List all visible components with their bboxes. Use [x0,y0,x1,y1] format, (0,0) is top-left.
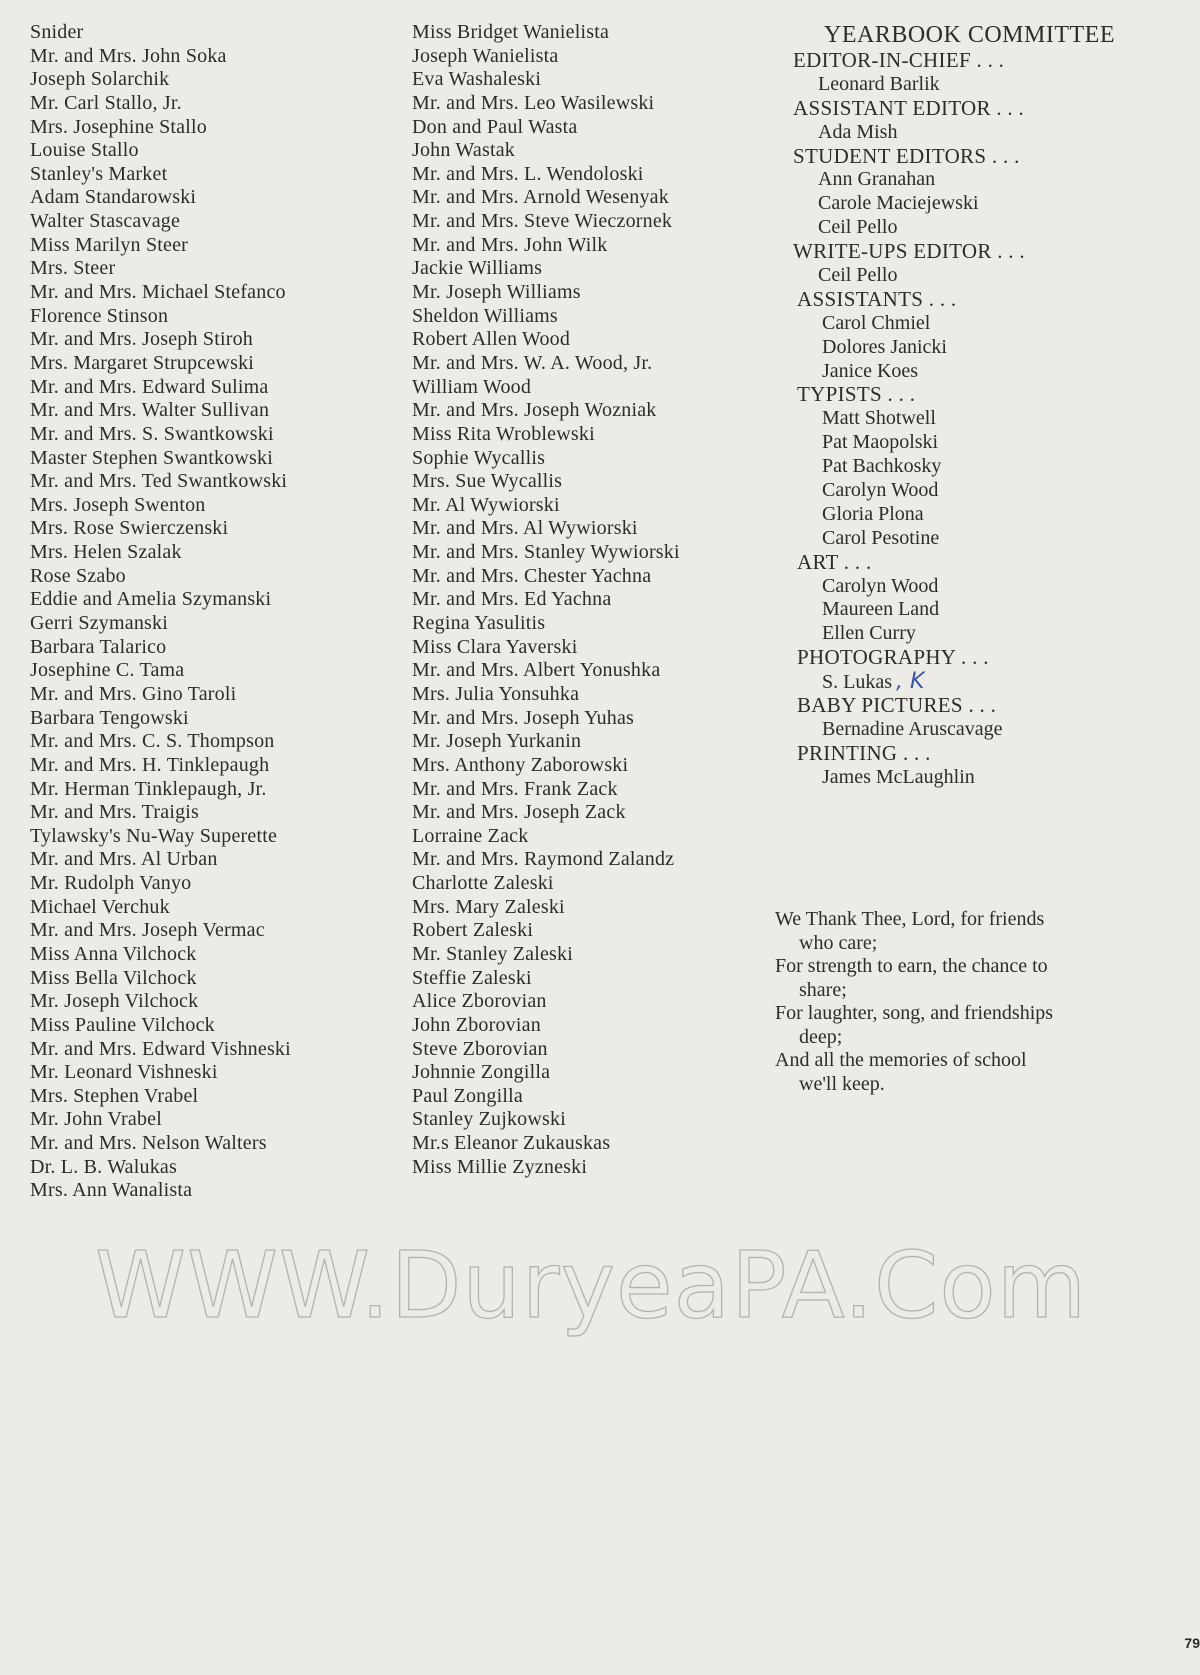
patron-name: Mr. and Mrs. Al Wywiorski [412,517,638,540]
patron-name: Mr. and Mrs. Joseph Zack [412,801,626,824]
committee-member: Bernadine Aruscavage [822,717,1003,740]
patron-name: Miss Marilyn Steer [30,233,189,256]
committee-member: Ada Mish [818,120,898,143]
committee-member: Ceil Pello [818,264,898,287]
patron-name: Mr. and Mrs. W. A. Wood, Jr. [412,351,653,374]
poem-line-continuation: we'll keep. [799,1072,885,1095]
patron-name: Mr. Carl Stallo, Jr. [30,91,182,114]
closing-poem [775,908,1137,1096]
patron-name: Michael Verchuk [30,895,170,918]
patron-name: Mrs. Stephen Vrabel [30,1084,199,1107]
patron-name: Dr. L. B. Walukas [30,1155,177,1178]
patron-name: Steve Zborovian [412,1037,548,1060]
section-title-editor-in-chief: EDITOR-IN-CHIEF . . . [793,48,1005,72]
patron-name: Stanley Zujkowski [412,1108,566,1131]
patron-name: John Zborovian [412,1013,541,1036]
patron-name: Mr. and Mrs. L. Wendoloski [412,162,644,185]
committee-member: Ceil Pello [818,216,898,239]
committee-member: James McLaughlin [822,765,975,788]
patron-name: William Wood [412,375,532,398]
committee-member: Matt Shotwell [822,407,936,430]
patron-name: Mr. and Mrs. H. Tinklepaugh [30,753,270,776]
committee-member: Carolyn Wood [822,479,939,502]
patron-name: Sophie Wycallis [412,446,546,469]
section-title-write-ups-editor: WRITE-UPS EDITOR . . . [793,239,1025,264]
patron-name: Miss Rita Wroblewski [412,422,595,445]
patron-name: Mrs. Joseph Swenton [30,493,206,516]
patron-name: Mr.s Eleanor Zukauskas [412,1132,611,1155]
patron-name: Mr. and Mrs. Albert Yonushka [412,659,661,682]
patron-name: Mrs. Steer [30,257,116,280]
patron-name: Eddie and Amelia Szymanski [30,588,272,611]
section-title-assistants: ASSISTANTS . . . [797,286,957,311]
patron-name: Miss Millie Zyzneski [412,1155,588,1178]
patron-name: Walter Stascavage [30,210,181,233]
patron-name: John Wastak [412,139,515,162]
patron-name: Barbara Talarico [30,635,167,658]
committee-member: S. Lukas [822,671,892,694]
yearbook-committee [793,21,1173,790]
patron-name: Mr. Herman Tinklepaugh, Jr. [30,777,267,800]
patron-name: Alice Zborovian [412,990,547,1013]
committee-title: YEARBOOK COMMITTEE [824,22,1115,48]
poem-line-text: And all the memories of school [775,1049,1027,1071]
patron-name: Snider [30,21,84,43]
poem-line [775,908,1137,955]
committee-member: Carole Maciejewski [818,192,979,215]
patron-name: Joseph Wanielista [412,44,559,67]
committee-member: Pat Maopolski [822,431,939,454]
patron-list-column-2 [412,21,782,1179]
patron-name: Don and Paul Wasta [412,115,578,138]
patron-name: Mrs. Sue Wycallis [412,470,563,493]
committee-member: Ann Granahan [818,168,936,191]
committee-member: Maureen Land [822,598,940,621]
poem-line-continuation: deep; [799,1025,843,1048]
committee-member: Janice Koes [822,359,919,382]
patron-name: Mr. and Mrs. Traigis [30,801,200,824]
committee-member: Dolores Janicki [822,335,947,358]
patron-name: Mrs. Mary Zaleski [412,895,565,918]
section-title-art: ART . . . [797,549,872,574]
patron-name: Mr. and Mrs. Joseph Yuhas [412,706,635,729]
patron-name: Mr. and Mrs. C. S. Thompson [30,730,275,753]
section-title-student-editors: STUDENT EDITORS . . . [793,143,1020,168]
patron-name: Mrs. Ann Wanalista [30,1179,193,1202]
patron-name: Mr. and Mrs. John Soka [30,44,227,67]
patron-name: Mr. and Mrs. Joseph Vermac [30,919,265,942]
patron-name: Mr. and Mrs. Chester Yachna [412,564,652,587]
patron-name: Mr. Al Wywiorski [412,493,560,516]
committee-member: Carol Pesotine [822,526,940,549]
patron-name: Josephine C. Tama [30,659,185,682]
poem-line-text: We Thank Thee, Lord, for friends [775,908,1045,930]
poem-line [775,1049,1137,1096]
patron-name: Charlotte Zaleski [412,872,554,895]
section-title-assistant-editor: ASSISTANT EDITOR . . . [793,95,1025,120]
patron-name: Barbara Tengowski [30,706,189,729]
patron-name: Mr. Joseph Yurkanin [412,730,582,753]
patron-name: Mrs. Rose Swierczenski [30,517,229,540]
poem-line-continuation: share; [799,978,847,1001]
section-title-photography: PHOTOGRAPHY . . . [797,645,989,670]
page-number: 79 [1184,1635,1200,1651]
patron-name: Mr. and Mrs. Steve Wieczornek [412,210,673,233]
patron-name: Mr. and Mrs. Ted Swantkowski [30,470,288,493]
patron-name: Mr. and Mrs. Raymond Zalandz [412,848,675,871]
patron-name: Mr. and Mrs. Joseph Wozniak [412,399,657,422]
patron-name: Mr. John Vrabel [30,1108,162,1131]
patron-name: Jackie Williams [412,257,543,280]
patron-name: Mr. Stanley Zaleski [412,942,573,965]
patron-list-column-1 [30,21,410,1203]
patron-name: Mr. and Mrs. Edward Vishneski [30,1037,291,1060]
patron-name: Mr. and Mrs. Edward Sulima [30,375,269,398]
patron-name: Master Stephen Swantkowski [30,446,273,469]
patron-name: Mr. and Mrs. Nelson Walters [30,1132,267,1155]
patron-name: Miss Bella Vilchock [30,966,197,989]
patron-name: Mr. Rudolph Vanyo [30,872,192,895]
patron-name: Mr. and Mrs. John Wilk [412,233,608,256]
patron-name: Sheldon Williams [412,304,558,327]
patron-name: Mrs. Julia Yonsuhka [412,682,580,705]
patron-name: Eva Washaleski [412,68,542,91]
patron-name: Mr. Leonard Vishneski [30,1061,218,1084]
section-title-printing: PRINTING . . . [797,740,931,765]
patron-name: Stanley's Market [30,162,168,185]
patron-name: Robert Zaleski [412,919,534,942]
committee-member: Pat Bachkosky [822,455,942,478]
section-title-typists: TYPISTS . . . [797,382,916,407]
patron-name: Steffie Zaleski [412,966,532,989]
patron-name: Miss Bridget Wanielista [412,21,610,43]
patron-name: Mr. and Mrs. Gino Taroli [30,682,237,705]
poem-line-continuation: who care; [799,931,878,954]
patron-name: Louise Stallo [30,139,139,162]
patron-name: Florence Stinson [30,304,169,327]
committee-member: Carol Chmiel [822,311,931,334]
poem-line-text: For laughter, song, and friendships [775,1002,1054,1024]
patron-name: Mr. and Mrs. Stanley Wywiorski [412,541,680,564]
patron-name: Miss Clara Yaverski [412,635,578,658]
poem-line-text: For strength to earn, the chance to [775,955,1048,977]
patron-name: Mr. and Mrs. Leo Wasilewski [412,91,655,114]
patron-name: Mrs. Josephine Stallo [30,115,207,138]
patron-name: Rose Szabo [30,564,126,587]
patron-name: Mrs. Helen Szalak [30,541,182,564]
section-title-baby-pictures: BABY PICTURES . . . [797,693,997,718]
patron-name: Mr. and Mrs. Arnold Wesenyak [412,186,669,209]
patron-name: Johnnie Zongilla [412,1061,551,1084]
poem-line [775,1002,1137,1049]
patron-name: Lorraine Zack [412,824,529,847]
patron-name: Mrs. Anthony Zaborowski [412,753,629,776]
patron-name: Paul Zongilla [412,1084,523,1107]
patron-name: Joseph Solarchik [30,68,170,91]
committee-member: Carolyn Wood [822,574,939,597]
committee-member: Ellen Curry [822,622,916,645]
patron-name: Gerri Szymanski [30,612,168,635]
patron-name: Mr. and Mrs. Al Urban [30,848,218,871]
patron-name: Robert Allen Wood [412,328,571,351]
watermark: WWW.DuryeaPA.Com [95,1232,1088,1339]
handwritten-annotation: , K [896,669,925,695]
patron-name: Mr. and Mrs. Walter Sullivan [30,399,270,422]
poem-line [775,955,1137,1002]
patron-name: Tylawsky's Nu-Way Superette [30,824,278,847]
patron-name: Mr. and Mrs. Ed Yachna [412,588,612,611]
patron-name: Regina Yasulitis [412,612,546,635]
patron-name: Mr. and Mrs. Michael Stefanco [30,281,286,304]
patron-name: Mr. and Mrs. S. Swantkowski [30,422,274,445]
committee-member-row [793,670,1173,694]
patron-name: Miss Anna Vilchock [30,942,197,965]
patron-name: Mr. Joseph Williams [412,281,581,304]
patron-name: Adam Standarowski [30,186,197,209]
patron-name: Mr. Joseph Vilchock [30,990,199,1013]
patron-name: Mr. and Mrs. Joseph Stiroh [30,328,253,351]
patron-name: Mr. and Mrs. Frank Zack [412,777,618,800]
committee-member: Gloria Plona [822,502,924,525]
patron-name: Miss Pauline Vilchock [30,1013,215,1036]
committee-member: Leonard Barlik [818,72,940,95]
patron-name: Mrs. Margaret Strupcewski [30,351,255,374]
